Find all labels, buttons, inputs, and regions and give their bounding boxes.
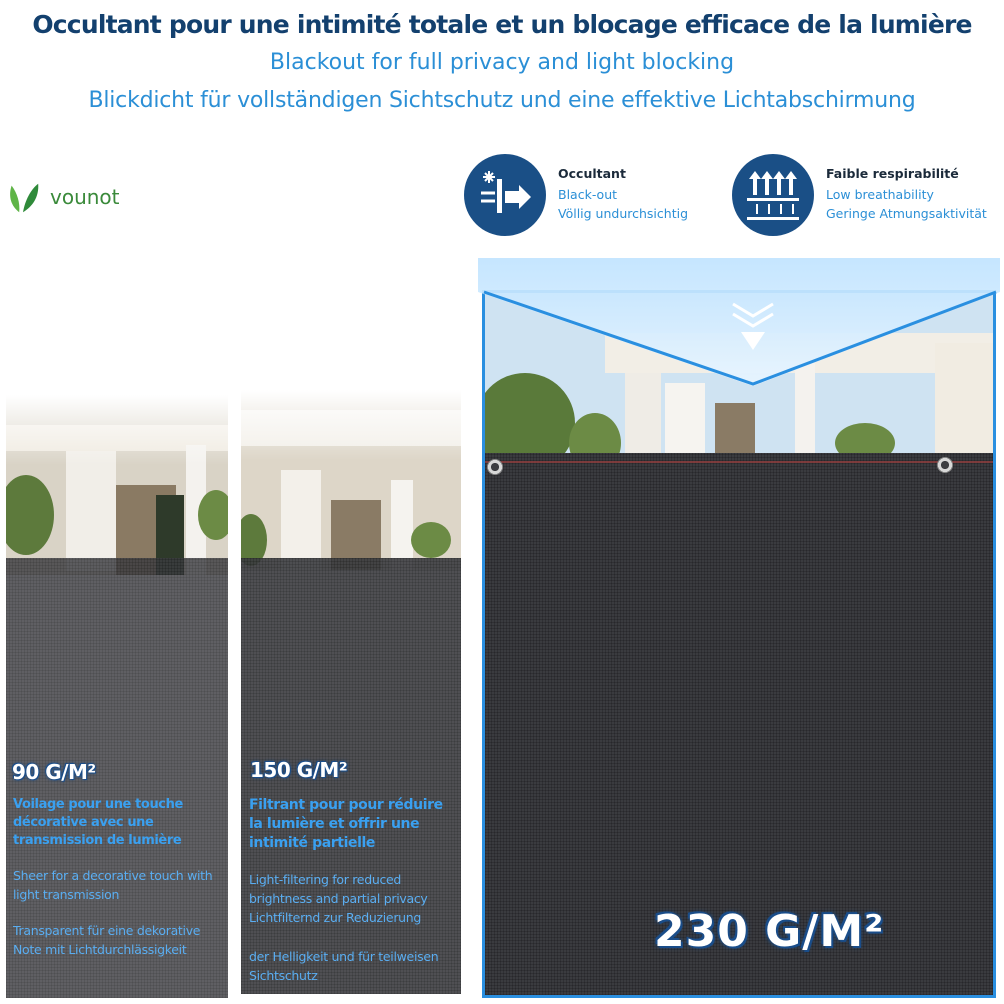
brand-name: vounot <box>50 185 120 209</box>
title-french: Occultant pour une intimité totale et un blocage efficace de la lumière <box>32 10 972 39</box>
panel-150-de: der Helligkeit und für teilweisen Sichtschutz <box>249 949 439 983</box>
title-english: Blackout for full privacy and light blocking <box>269 50 735 75</box>
feature-breathability-fr: Faible respirabilité <box>826 165 959 181</box>
gsm-label-230: 230 G/M² <box>654 906 885 957</box>
feature-breathability-de: Geringe Atmungsaktivität <box>826 205 987 221</box>
panel-90-en: Sheer for a decorative touch with light transmission <box>13 868 213 902</box>
blackout-arrow-icon <box>464 154 546 236</box>
panel-150-en: Light-filtering for reduced brightness and partial privacy Lichtfilternd zur Reduzierung <box>249 872 428 925</box>
title-german: Blickdicht für vollständigen Sichtschutz und eine effektive Lichtabschirmung <box>88 88 916 113</box>
feature-blackout <box>464 154 688 236</box>
grommet-left <box>487 459 503 475</box>
panel-90-fr: Voilage pour une touche décorative avec une transmission de lumière <box>13 797 183 848</box>
highlight-beam <box>478 258 1000 398</box>
feature-blackout-fr: Occultant <box>558 165 626 181</box>
feature-breathability <box>732 154 987 236</box>
panel-90gsm <box>6 395 228 998</box>
feature-blackout-de: Völlig undurchsichtig <box>558 205 689 221</box>
gsm-label-150: 150 G/M² <box>250 758 348 782</box>
low-breathability-icon <box>732 154 814 236</box>
grommet-right <box>937 457 953 473</box>
feature-breathability-en: Low breathability <box>826 186 934 202</box>
panel-150-fr: Filtrant pour pour réduire la lumière et offrir une intimité partielle <box>249 797 443 851</box>
feature-blackout-en: Black-out <box>558 186 618 202</box>
gsm-label-90: 90 G/M² <box>12 760 96 784</box>
panel-90-de: Transparent für eine dekorative Note mit Lichtdurchlässigkeit <box>13 923 201 957</box>
brand-logo <box>4 178 120 216</box>
leaf-logo-icon <box>4 178 42 216</box>
